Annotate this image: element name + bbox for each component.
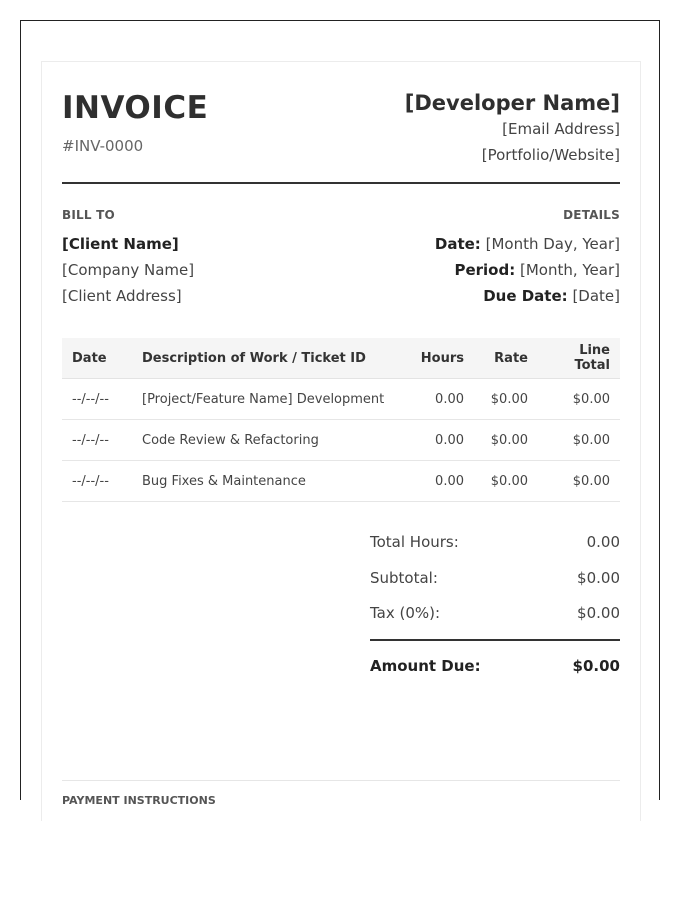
header-line-total: Line Total bbox=[538, 338, 620, 379]
subtotal-row bbox=[370, 568, 620, 604]
table-row bbox=[62, 461, 620, 502]
client-address: [Client Address] bbox=[62, 287, 182, 305]
line-items-table bbox=[62, 338, 620, 502]
row-line-total: $0.00 bbox=[538, 420, 620, 461]
payment-instructions-label: PAYMENT INSTRUCTIONS bbox=[62, 794, 216, 807]
subtotal-label: Subtotal: bbox=[370, 568, 438, 587]
row-rate: $0.00 bbox=[474, 379, 538, 420]
due-date-label: Due Date: bbox=[483, 287, 568, 305]
totals-section bbox=[370, 532, 620, 691]
billing-period bbox=[435, 257, 620, 283]
amount-due-label: Amount Due: bbox=[370, 656, 481, 675]
total-hours-row bbox=[370, 532, 620, 568]
header-date: Date bbox=[62, 338, 132, 379]
row-date: --/--/-- bbox=[62, 420, 132, 461]
date-value: [Month Day, Year] bbox=[485, 235, 620, 253]
amount-due-row bbox=[370, 656, 620, 692]
row-date: --/--/-- bbox=[62, 461, 132, 502]
tax-row bbox=[370, 603, 620, 639]
row-description: [Project/Feature Name] Development bbox=[132, 379, 406, 420]
developer-email: [Email Address] bbox=[502, 120, 620, 138]
row-date: --/--/-- bbox=[62, 379, 132, 420]
period-label: Period: bbox=[454, 261, 516, 279]
tax-value: $0.00 bbox=[577, 604, 620, 622]
company-name: [Company Name] bbox=[62, 261, 195, 279]
totals-divider bbox=[370, 639, 620, 641]
row-rate: $0.00 bbox=[474, 461, 538, 502]
invoice-title: INVOICE bbox=[62, 90, 209, 126]
bill-to-section bbox=[62, 208, 194, 309]
row-line-total: $0.00 bbox=[538, 379, 620, 420]
period-value: [Month, Year] bbox=[519, 261, 620, 279]
header-hours: Hours bbox=[406, 338, 474, 379]
date-label: Date: bbox=[434, 235, 481, 253]
row-hours: 0.00 bbox=[406, 461, 474, 502]
due-date-value: [Date] bbox=[572, 287, 620, 305]
due-date bbox=[435, 283, 620, 309]
bill-to-label: BILL TO bbox=[62, 208, 115, 222]
table-row bbox=[62, 420, 620, 461]
row-rate: $0.00 bbox=[474, 420, 538, 461]
row-description: Code Review & Refactoring bbox=[132, 420, 406, 461]
header-rate: Rate bbox=[474, 338, 538, 379]
header-divider bbox=[62, 182, 620, 184]
developer-website: [Portfolio/Website] bbox=[481, 146, 620, 164]
developer-info bbox=[405, 90, 620, 168]
developer-name: [Developer Name] bbox=[404, 91, 620, 115]
total-hours-label: Total Hours: bbox=[370, 533, 459, 551]
details-section bbox=[435, 208, 620, 309]
header-description: Description of Work / Ticket ID bbox=[132, 338, 406, 379]
tax-label: Tax (0%): bbox=[370, 604, 441, 622]
table-header-row bbox=[62, 338, 620, 379]
row-hours: 0.00 bbox=[406, 379, 474, 420]
client-name: [Client Name] bbox=[62, 235, 179, 253]
payment-divider bbox=[62, 780, 620, 781]
invoice-date bbox=[435, 231, 620, 257]
invoice-number: #INV-0000 bbox=[62, 137, 144, 155]
total-hours-value: 0.00 bbox=[586, 533, 620, 551]
amount-due-value: $0.00 bbox=[572, 656, 620, 675]
row-description: Bug Fixes & Maintenance bbox=[132, 461, 406, 502]
table-row bbox=[62, 379, 620, 420]
subtotal-value: $0.00 bbox=[577, 568, 620, 587]
details-label: DETAILS bbox=[563, 208, 620, 222]
row-line-total: $0.00 bbox=[538, 461, 620, 502]
document-frame bbox=[20, 20, 660, 807]
invoice-page bbox=[41, 61, 641, 821]
row-hours: 0.00 bbox=[406, 420, 474, 461]
